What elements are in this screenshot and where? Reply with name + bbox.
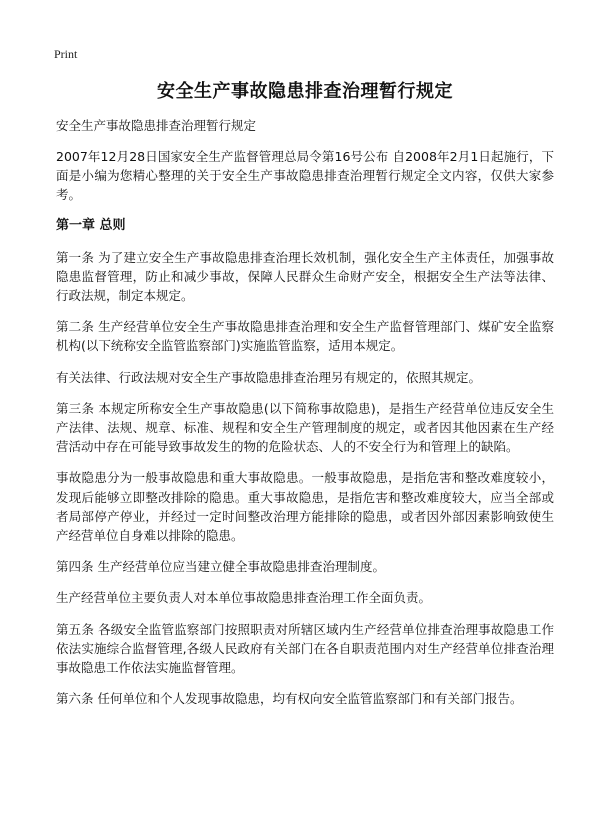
article-3: 第三条 本规定所称安全生产事故隐患(以下简称事故隐患)，是指生产经营单位违反安全生产法律、法规、规章、标准、规程和安全生产管理制度的规定，或者因其他因素在生产经营活动中存在可能导致事故发生的物的危险状态、人的不安全行为和管理上的缺陷。	[56, 400, 554, 455]
article-5: 第五条 各级安全监管监察部门按照职责对所辖区域内生产经营单位排查治理事故隐患工作依法实施综合监督管理,各级人民政府有关部门在各自职责范围内对生产经营单位排查治理事故隐患工作依法实施监督管理。	[56, 621, 554, 676]
print-link[interactable]: Print	[54, 47, 78, 61]
article-1: 第一条 为了建立安全生产事故隐患排查治理长效机制，强化安全生产主体责任，加强事故隐患监督管理，防止和减少事故，保障人民群众生命财产安全，根据安全生产法等法律、行政法规，制定本规定。	[56, 249, 554, 304]
page-title: 安全生产事故隐患排查治理暂行规定	[157, 81, 453, 102]
article-4-responsibility: 生产经营单位主要负责人对本单位事故隐患排查治理工作全面负责。	[56, 590, 432, 606]
article-2-note: 有关法律、行政法规对安全生产事故隐患排查治理另有规定的，依照其规定。	[56, 369, 482, 385]
article-4: 第四条 生产经营单位应当建立健全事故隐患排查治理制度。	[56, 559, 385, 575]
document-subtitle: 安全生产事故隐患排查治理暂行规定	[56, 118, 257, 133]
article-6: 第六条 任何单位和个人发现事故隐患，均有权向安全监管监察部门和有关部门报告。	[56, 691, 523, 707]
intro-paragraph: 2007年12月28日国家安全生产监督管理总局令第16号公布 自2008年2月1日起施行，下面是小编为您精心整理的关于安全生产事故隐患排查治理暂行规定全文内容，仅供大家参考。	[56, 149, 554, 203]
article-3-classification: 事故隐患分为一般事故隐患和重大事故隐患。一般事故隐患，是指危害和整改难度较小，发现后能够立即整改排除的隐患。重大事故隐患，是指危害和整改难度较大，应当全部或者局部停产停业，并经过一定时间整改治理方能排除的隐患，或者因外部因素影响致使生产经营单位自身难以排除的隐患。	[56, 470, 554, 544]
article-2: 第二条 生产经营单位安全生产事故隐患排查治理和安全生产监督管理部门、煤矿安全监察机构(以下统称安全监管监察部门)实施监管监察，适用本规定。	[56, 319, 554, 354]
chapter-heading: 第一章 总则	[56, 217, 126, 233]
